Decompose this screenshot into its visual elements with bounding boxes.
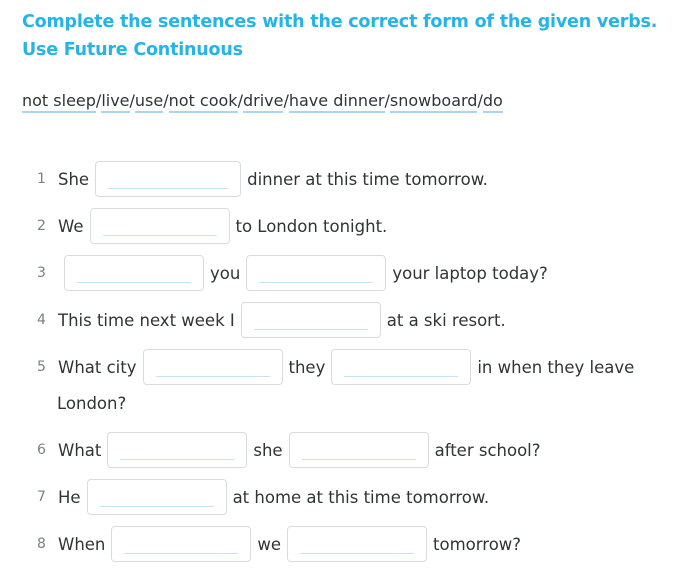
question-text: she — [253, 440, 283, 460]
word-separator: / — [283, 91, 289, 110]
question-number: 6 — [37, 442, 46, 458]
question-text: What city — [58, 357, 137, 377]
question-text: She — [58, 169, 90, 189]
question-text: This time next week I — [58, 310, 235, 330]
question-3 — [37, 255, 548, 291]
answer-blank[interactable] — [107, 432, 247, 468]
question-number: 8 — [37, 536, 46, 552]
question-text: in when they leave — [477, 357, 635, 377]
word-bank-item: use — [135, 91, 163, 113]
answer-blank[interactable] — [241, 302, 381, 338]
answer-blank[interactable] — [331, 349, 471, 385]
question-text: you — [210, 263, 241, 283]
question-4 — [37, 302, 506, 338]
question-1 — [37, 161, 488, 197]
answer-blank[interactable] — [246, 255, 386, 291]
question-text: at home at this time tomorrow. — [232, 487, 490, 507]
word-separator: / — [163, 91, 169, 110]
question-text: after school? — [434, 440, 541, 460]
word-separator: / — [237, 91, 243, 110]
question-5 — [37, 349, 634, 385]
word-bank-item: live — [101, 91, 129, 113]
question-8 — [37, 526, 521, 562]
word-separator: / — [477, 91, 483, 110]
question-number: 3 — [37, 265, 46, 281]
answer-blank[interactable] — [287, 526, 427, 562]
question-text: your laptop today? — [392, 263, 548, 283]
word-bank-item: drive — [243, 91, 284, 113]
answer-blank[interactable] — [289, 432, 429, 468]
question-text: When — [58, 534, 106, 554]
question-text: We — [58, 216, 84, 236]
question-number: 2 — [37, 218, 46, 234]
word-bank-item: do — [483, 91, 503, 113]
answer-blank[interactable] — [90, 208, 230, 244]
question-text: What — [58, 440, 102, 460]
word-bank-item: not sleep — [22, 91, 96, 113]
word-bank-item: not cook — [169, 91, 238, 113]
question-text: He — [58, 487, 81, 507]
answer-blank[interactable] — [143, 349, 283, 385]
word-separator: / — [95, 91, 102, 110]
question-number: 5 — [37, 359, 46, 375]
question-number: 7 — [37, 489, 46, 505]
word-separator: / — [384, 91, 390, 110]
word-separator: / — [129, 91, 135, 110]
question-text: to London tonight. — [235, 216, 388, 236]
question-text: at a ski resort. — [386, 310, 506, 330]
question-7 — [37, 479, 489, 515]
answer-blank[interactable] — [87, 479, 227, 515]
question-6 — [37, 432, 541, 468]
question-number: 1 — [37, 171, 46, 187]
instructions-heading: Complete the sentences with the correct form of the given verbs. Use Future Continuous — [22, 12, 658, 60]
question-number: 4 — [37, 312, 46, 328]
question-text: they — [288, 357, 326, 377]
question-text: dinner at this time tomorrow. — [247, 169, 488, 189]
question-text: tomorrow? — [433, 534, 522, 554]
word-bank-item: snowboard — [390, 91, 478, 113]
answer-blank[interactable] — [64, 255, 204, 291]
question-text: we — [257, 534, 282, 554]
answer-blank[interactable] — [95, 161, 241, 197]
answer-blank[interactable] — [111, 526, 251, 562]
word-bank-item: have dinner — [289, 91, 385, 113]
question-5-continuation: London? — [57, 394, 127, 413]
question-2 — [37, 208, 387, 244]
word-bank — [22, 89, 503, 113]
